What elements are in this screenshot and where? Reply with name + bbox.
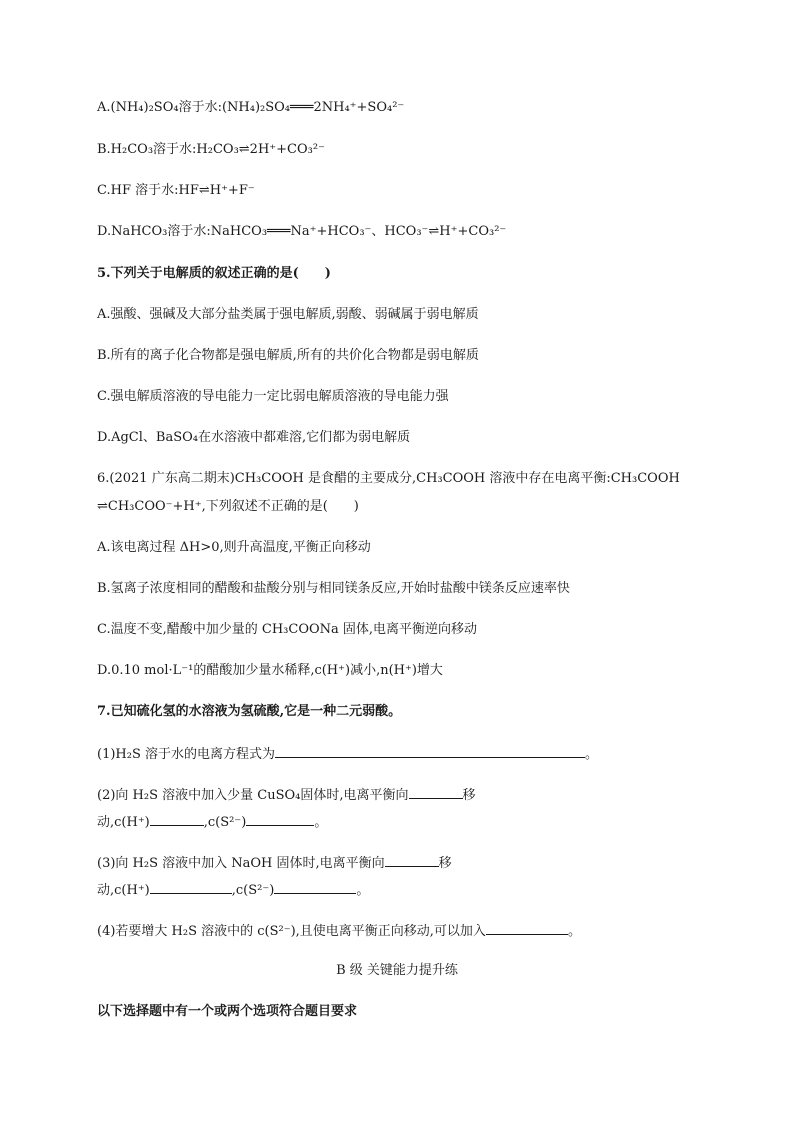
q7-part3-ch: 动,c(H⁺) (97, 883, 150, 898)
q7-part3-line2 (97, 879, 369, 901)
q7-stem: 7.已知硫化氢的水溶液为氢硫酸,它是一种二元弱酸。 (97, 704, 402, 719)
answer-blank[interactable] (150, 811, 204, 826)
q7-part1-text: (1)H₂S 溶于水的电离方程式为 (97, 747, 276, 762)
q7-part1 (97, 743, 598, 765)
q7-part3-end: 移 (438, 856, 452, 871)
answer-blank[interactable] (409, 784, 463, 799)
q7-part1-end: 。 (585, 747, 599, 762)
answer-blank[interactable] (486, 920, 568, 935)
q4-option-d: D.NaHCO₃溶于水:NaHCO₃═══Na⁺+HCO₃⁻、HCO₃⁻⇌H⁺+CO₃²⁻ (97, 224, 507, 239)
q7-part2-ch: 动,c(H⁺) (97, 815, 150, 830)
q7-part3-text: (3)向 H₂S 溶液中加入 NaOH 固体时,电离平衡向 (97, 856, 385, 871)
q5-option-b: B.所有的离子化合物都是强电解质,所有的共价化合物都是弱电解质 (97, 348, 479, 363)
q7-part2-line2 (97, 811, 327, 833)
section-b-title: B 级 关键能力提升练 (336, 963, 458, 978)
section-b-instruction: 以下选择题中有一个或两个选项符合题目要求 (97, 1004, 358, 1019)
q7-part2-text: (2)向 H₂S 溶液中加入少量 CuSO₄固体时,电离平衡向 (97, 788, 409, 803)
q7-part2-end: 移 (462, 788, 476, 803)
answer-blank[interactable] (385, 852, 439, 867)
q6-stem-line2: ⇌CH₃COO⁻+H⁺,下列叙述不正确的是( ) (97, 499, 359, 514)
q7-part4-text: (4)若要增大 H₂S 溶液中的 c(S²⁻),且使电离平衡正向移动,可以加入 (97, 924, 486, 939)
answer-blank[interactable] (150, 879, 232, 894)
q7-part2-line2-end: 。 (314, 815, 328, 830)
q7-part4 (97, 920, 581, 942)
q6-option-a: A.该电离过程 ΔH>0,则升高温度,平衡正向移动 (97, 540, 371, 555)
answer-blank[interactable] (275, 743, 585, 758)
q7-part3-line2-end: 。 (356, 883, 370, 898)
q7-part2-cs: ,c(S²⁻) (203, 815, 247, 830)
q6-stem-line1: 6.(2021 广东高二期末)CH₃COOH 是食醋的主要成分,CH₃COOH 溶液中存在电离平衡:CH₃COOH (97, 471, 680, 486)
q7-part3-line1 (97, 852, 452, 874)
q6-option-c: C.温度不变,醋酸中加少量的 CH₃COONa 固体,电离平衡逆向移动 (97, 622, 478, 637)
q7-part3-cs: ,c(S²⁻) (231, 883, 275, 898)
q4-option-c: C.HF 溶于水:HF⇌H⁺+F⁻ (97, 183, 255, 198)
q6-option-d: D.0.10 mol·L⁻¹的醋酸加少量水稀释,c(H⁺)减小,n(H⁺)增大 (97, 663, 443, 678)
q6-option-b: B.氢离子浓度相同的醋酸和盐酸分别与相同镁条反应,开始时盐酸中镁条反应速率快 (97, 581, 570, 596)
q7-part4-end: 。 (567, 924, 581, 939)
q5-stem: 5.下列关于电解质的叙述正确的是( ) (97, 266, 331, 281)
q5-option-d: D.AgCl、BaSO₄在水溶液中都难溶,它们都为弱电解质 (97, 430, 411, 445)
answer-blank[interactable] (274, 879, 356, 894)
q4-option-b: B.H₂CO₃溶于水:H₂CO₃⇌2H⁺+CO₃²⁻ (97, 142, 325, 157)
q7-part2-line1 (97, 784, 476, 806)
q5-option-a: A.强酸、强碱及大部分盐类属于强电解质,弱酸、弱碱属于弱电解质 (97, 307, 479, 322)
q5-option-c: C.强电解质溶液的导电能力一定比弱电解质溶液的导电能力强 (97, 389, 449, 404)
answer-blank[interactable] (246, 811, 314, 826)
q4-option-a: A.(NH₄)₂SO₄溶于水:(NH₄)₂SO₄═══2NH₄⁺+SO₄²⁻ (97, 100, 405, 115)
